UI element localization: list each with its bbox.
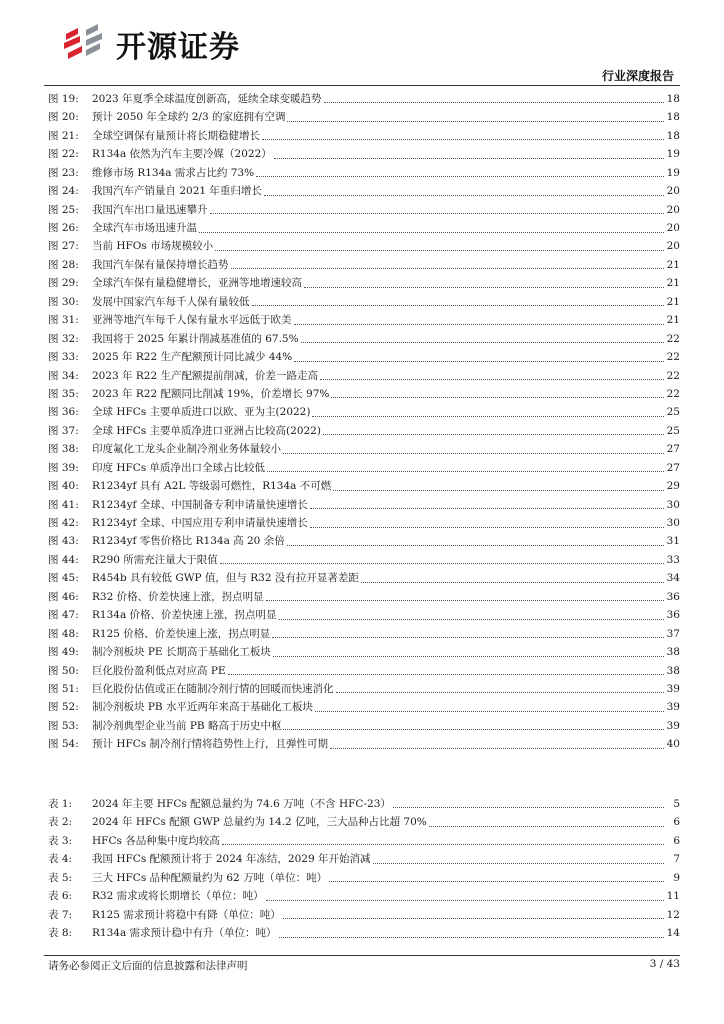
toc-entry[interactable] (48, 311, 680, 329)
toc-entry-page: 20 (666, 203, 680, 216)
toc-entry-page: 19 (666, 148, 680, 161)
toc-entry-title: 2025 年 R22 生产配额预计同比减少 44% (92, 351, 293, 364)
toc-entry-title: R32 价格、价差快速上涨，拐点明显 (92, 590, 264, 603)
toc-entry[interactable] (48, 403, 680, 421)
toc-entry-title: 我国将于 2025 年累计削减基准值的 67.5% (92, 332, 299, 345)
toc-leader-dots (336, 691, 665, 693)
toc-entry-label: 图 29: (48, 277, 79, 290)
toc-entry-label: 图 24: (48, 185, 79, 198)
toc-entry-label: 图 53: (48, 719, 79, 732)
toc-entry-page: 25 (666, 424, 680, 437)
toc-entry-page: 22 (666, 332, 680, 345)
figure-list (48, 90, 680, 754)
toc-entry-title: R290 所需充注量大于限值 (92, 553, 218, 566)
toc-leader-dots (429, 825, 664, 827)
toc-entry[interactable] (48, 274, 680, 292)
toc-entry-label: 表 5: (48, 871, 73, 884)
toc-leader-dots (283, 728, 664, 730)
header-divider (44, 85, 680, 86)
toc-entry[interactable] (48, 348, 680, 366)
toc-leader-dots (310, 526, 664, 528)
toc-entry-title: 2023 年夏季全球温度创新高，延续全球变暖趋势 (92, 92, 322, 105)
toc-entry[interactable] (48, 662, 680, 680)
toc-leader-dots (393, 806, 664, 808)
toc-entry-label: 表 7: (48, 908, 73, 921)
toc-entry[interactable] (48, 698, 680, 716)
toc-entry-page: 30 (666, 517, 680, 530)
toc-leader-dots (331, 396, 664, 398)
toc-entry-page: 14 (666, 927, 680, 940)
toc-entry-page: 18 (666, 129, 680, 142)
toc-entry-label: 图 48: (48, 627, 79, 640)
toc-entry-title: 我国汽车保有量保持增长趋势 (92, 258, 229, 271)
toc-leader-dots (272, 636, 664, 638)
toc-entry-label: 图 35: (48, 387, 79, 400)
toc-entry-title: 全球 HFCs 主要单质进口以欧、亚为主(2022) (92, 406, 311, 419)
toc-leader-dots (256, 175, 664, 177)
toc-entry-label: 图 19: (48, 92, 79, 105)
toc-leader-dots (279, 936, 664, 938)
toc-entry-label: 图 28: (48, 258, 79, 271)
toc-entry-title: HFCs 各品种集中度均较高 (92, 834, 220, 847)
toc-leader-dots (333, 489, 664, 491)
toc-entry[interactable] (48, 145, 680, 163)
toc-entry-label: 图 34: (48, 369, 79, 382)
toc-leader-dots (273, 655, 664, 657)
toc-entry-label: 图 47: (48, 609, 79, 622)
toc-entry-title: R454b 具有较低 GWP 值，但与 R32 没有拉开显著差距 (92, 572, 359, 585)
toc-leader-dots (373, 862, 665, 864)
toc-entry-label: 图 45: (48, 572, 79, 585)
toc-entry-page: 22 (666, 369, 680, 382)
toc-entry[interactable] (48, 551, 680, 569)
toc-entry-page: 39 (666, 719, 680, 732)
toc-leader-dots (312, 415, 664, 417)
toc-entry[interactable] (48, 164, 680, 182)
toc-entry-page: 21 (666, 314, 680, 327)
toc-entry-page: 9 (673, 871, 680, 884)
toc-entry-title: 当前 HFOs 市场规模较小 (92, 240, 214, 253)
toc-entry-page: 6 (673, 816, 680, 829)
toc-entry[interactable] (48, 127, 680, 145)
toc-entry[interactable] (48, 735, 680, 753)
toc-leader-dots (361, 581, 664, 583)
toc-entry-label: 图 54: (48, 738, 79, 751)
toc-entry-title: R134a 依然为汽车主要冷媒（2022） (92, 148, 272, 161)
toc-entry[interactable] (48, 256, 680, 274)
toc-entry-page: 21 (666, 258, 680, 271)
toc-entry-title: 全球汽车保有量稳健增长，亚洲等地增速较高 (92, 277, 302, 290)
toc-entry[interactable] (48, 887, 680, 905)
toc-leader-dots (329, 880, 664, 882)
toc-entry[interactable] (48, 330, 680, 348)
toc-entry-title: R32 需求或将长期增长（单位：吨） (92, 890, 264, 903)
toc-leader-dots (304, 286, 664, 288)
toc-entry-title: R1234yf 全球、中国制备专利申请量快速增长 (92, 498, 308, 511)
company-name: 开源证券 (116, 30, 240, 65)
toc-entry-label: 表 6: (48, 890, 73, 903)
toc-entry-label: 图 51: (48, 682, 79, 695)
toc-entry-page: 31 (666, 535, 680, 548)
kaiyuan-logo-icon (60, 24, 110, 64)
toc-entry-page: 30 (666, 498, 680, 511)
toc-entry-page: 36 (666, 590, 680, 603)
toc-entry-page: 6 (673, 834, 680, 847)
toc-leader-dots (274, 157, 664, 159)
toc-entry[interactable] (48, 832, 680, 850)
toc-entry[interactable] (48, 625, 680, 643)
toc-entry-page: 21 (666, 277, 680, 290)
toc-entry-page: 12 (666, 908, 680, 921)
toc-entry-title: 预计 2050 年全球约 2/3 的家庭拥有空调 (92, 111, 286, 124)
toc-entry-page: 40 (666, 738, 680, 751)
toc-entry-title: 印度氟化工龙头企业制冷剂业务体量较小 (92, 443, 281, 456)
toc-entry-page: 36 (666, 609, 680, 622)
toc-entry[interactable] (48, 238, 680, 256)
toc-entry[interactable] (48, 813, 680, 831)
toc-entry-title: 制冷剂板块 PB 水平近两年来高于基础化工板块 (92, 701, 313, 714)
toc-entry-page: 21 (666, 295, 680, 308)
toc-entry[interactable] (48, 924, 680, 942)
toc-entry-page: 20 (666, 222, 680, 235)
toc-entry-label: 图 37: (48, 424, 79, 437)
toc-leader-dots (283, 917, 664, 919)
toc-entry-title: 制冷剂典型企业当前 PB 略高于历史中枢 (92, 719, 282, 732)
company-logo (60, 22, 240, 66)
toc-entry[interactable] (48, 643, 680, 661)
toc-entry-label: 表 4: (48, 853, 73, 866)
toc-entry-page: 34 (666, 572, 680, 585)
toc-entry-label: 图 32: (48, 332, 79, 345)
toc-leader-dots (283, 452, 664, 454)
toc-entry-label: 图 36: (48, 406, 79, 419)
toc-leader-dots (315, 710, 664, 712)
toc-entry-title: 2024 年主要 HFCs 配额总量约为 74.6 万吨（不含 HFC-23） (92, 797, 391, 810)
toc-entry-page: 20 (666, 240, 680, 253)
toc-entry-page: 22 (666, 387, 680, 400)
toc-entry-title: 我国 HFCs 配额预计将于 2024 年冻结，2029 年开始消减 (92, 853, 371, 866)
toc-entry[interactable] (48, 569, 680, 587)
toc-entry[interactable] (48, 90, 680, 108)
toc-entry-label: 图 44: (48, 553, 79, 566)
toc-entry-label: 表 2: (48, 816, 73, 829)
toc-leader-dots (330, 747, 664, 749)
toc-entry-label: 图 39: (48, 461, 79, 474)
toc-entry-page: 27 (666, 443, 680, 456)
toc-entry[interactable] (48, 514, 680, 532)
toc-entry-label: 表 8: (48, 927, 73, 940)
toc-entry-label: 图 25: (48, 203, 79, 216)
toc-entry-title: R1234yf 全球、中国应用专利申请量快速增长 (92, 517, 308, 530)
toc-entry-label: 图 41: (48, 498, 79, 511)
toc-entry[interactable] (48, 385, 680, 403)
toc-entry[interactable] (48, 869, 680, 887)
toc-entry-page: 11 (666, 890, 680, 903)
toc-leader-dots (266, 899, 664, 901)
toc-leader-dots (294, 323, 665, 325)
toc-entry-page: 39 (666, 701, 680, 714)
toc-entry-title: R134a 价格、价差快速上涨，拐点明显 (92, 609, 277, 622)
toc-leader-dots (301, 341, 664, 343)
toc-entry[interactable] (48, 496, 680, 514)
toc-leader-dots (267, 470, 664, 472)
toc-entry[interactable] (48, 588, 680, 606)
toc-entry[interactable] (48, 367, 680, 385)
toc-entry-label: 图 26: (48, 222, 79, 235)
toc-entry[interactable] (48, 459, 680, 477)
toc-entry-page: 37 (666, 627, 680, 640)
toc-leader-dots (231, 267, 665, 269)
toc-entry-title: R125 需求预计将稳中有降（单位：吨） (92, 908, 281, 921)
toc-entry-page: 20 (666, 185, 680, 198)
toc-leader-dots (210, 212, 665, 214)
toc-entry[interactable] (48, 422, 680, 440)
toc-entry-page: 33 (666, 553, 680, 566)
toc-entry-label: 表 3: (48, 834, 73, 847)
toc-entry-label: 图 31: (48, 314, 79, 327)
toc-entry[interactable] (48, 680, 680, 698)
toc-entry[interactable] (48, 201, 680, 219)
toc-entry-title: 印度 HFCs 单质净出口全球占比较低 (92, 461, 266, 474)
toc-entry[interactable] (48, 717, 680, 735)
toc-entry-label: 图 46: (48, 590, 79, 603)
toc-entry-page: 38 (666, 664, 680, 677)
toc-leader-dots (199, 231, 664, 233)
toc-entry-page: 38 (666, 646, 680, 659)
toc-leader-dots (264, 194, 664, 196)
page-number: 3 / 43 (649, 958, 680, 970)
toc-entry[interactable] (48, 533, 680, 551)
toc-entry-title: 三大 HFCs 品种配额量约为 62 万吨（单位：吨） (92, 871, 328, 884)
toc-entry-title: 巨化股份盈利低点对应高 PE (92, 664, 226, 677)
toc-entry-label: 图 38: (48, 443, 79, 456)
toc-entry-title: R134a 需求预计稳中有升（单位：吨） (92, 927, 277, 940)
toc-entry-title: 2023 年 R22 生产配额提前削减，价差一路走高 (92, 369, 319, 382)
toc-entry-page: 5 (673, 797, 680, 810)
toc-entry-label: 图 42: (48, 517, 79, 530)
toc-entry-page: 29 (666, 480, 680, 493)
toc-entry-label: 表 1: (48, 797, 73, 810)
toc-entry-page: 18 (666, 111, 680, 124)
toc-entry-title: R1234yf 具有 A2L 等级弱可燃性，R134a 不可燃 (92, 480, 332, 493)
toc-entry-label: 图 43: (48, 535, 79, 548)
toc-leader-dots (287, 120, 664, 122)
toc-entry-title: R125 价格、价差快速上涨，拐点明显 (92, 627, 271, 640)
toc-entry-label: 图 40: (48, 480, 79, 493)
toc-entry-title: 全球空调保有量预计将长期稳健增长 (92, 129, 260, 142)
toc-entry-title: 预计 HFCs 制冷剂行情将趋势性上行，且弹性可期 (92, 738, 329, 751)
toc-entry-label: 图 50: (48, 664, 79, 677)
toc-entry-page: 25 (666, 406, 680, 419)
toc-entry[interactable] (48, 606, 680, 624)
footer-divider (44, 955, 680, 956)
toc-leader-dots (287, 544, 664, 546)
toc-entry[interactable] (48, 906, 680, 924)
table-list (48, 795, 680, 943)
toc-leader-dots (320, 378, 664, 380)
toc-entry-title: 制冷剂板块 PE 长期高于基础化工板块 (92, 646, 271, 659)
toc-entry-title: 维修市场 R134a 需求占比约 73% (92, 166, 255, 179)
toc-entry-title: 2023 年 R22 配额同比削减 19%，价差增长 97% (92, 387, 330, 400)
toc-entry-label: 图 20: (48, 111, 79, 124)
toc-leader-dots (294, 360, 664, 362)
footer-disclaimer: 请务必参阅正文后面的信息披露和法律声明 (48, 960, 248, 972)
toc-entry-title: 发展中国家汽车每千人保有量较低 (92, 295, 250, 308)
toc-leader-dots (310, 507, 664, 509)
toc-entry-label: 图 52: (48, 701, 79, 714)
toc-entry[interactable] (48, 850, 680, 868)
toc-leader-dots (262, 138, 664, 140)
toc-leader-dots (324, 101, 664, 103)
toc-entry-page: 39 (666, 682, 680, 695)
toc-entry-title: 2024 年 HFCs 配额 GWP 总量约为 14.2 亿吨，三大品种占比超 70% (92, 816, 427, 829)
toc-entry-label: 图 23: (48, 166, 79, 179)
toc-entry-title: 亚洲等地汽车每千人保有量水平远低于欧美 (92, 314, 292, 327)
toc-entry-page: 27 (666, 461, 680, 474)
toc-entry-title: 我国汽车产销量自 2021 年重归增长 (92, 185, 262, 198)
toc-entry-page: 22 (666, 351, 680, 364)
toc-entry-label: 图 30: (48, 295, 79, 308)
toc-entry-title: 巨化股份估值或正在随制冷剂行情的回暖而快速消化 (92, 682, 334, 695)
toc-entry[interactable] (48, 795, 680, 813)
toc-entry-title: 全球汽车市场迅速升温 (92, 222, 197, 235)
toc-entry-label: 图 27: (48, 240, 79, 253)
toc-entry-page: 7 (673, 853, 680, 866)
report-type-label: 行业深度报告 (601, 69, 674, 83)
toc-entry-label: 图 21: (48, 129, 79, 142)
toc-entry-page: 19 (666, 166, 680, 179)
toc-entry[interactable] (48, 477, 680, 495)
toc-leader-dots (323, 433, 664, 435)
toc-entry[interactable] (48, 108, 680, 126)
toc-entry-title: 全球 HFCs 主要单质净进口亚洲占比较高(2022) (92, 424, 321, 437)
toc-leader-dots (266, 599, 664, 601)
toc-leader-dots (228, 673, 664, 675)
toc-entry[interactable] (48, 293, 680, 311)
toc-entry-label: 图 22: (48, 148, 79, 161)
toc-entry[interactable] (48, 182, 680, 200)
toc-entry-label: 图 33: (48, 351, 79, 364)
toc-entry-title: 我国汽车出口量迅速攀升 (92, 203, 208, 216)
toc-entry-label: 图 49: (48, 646, 79, 659)
toc-leader-dots (215, 249, 664, 251)
toc-entry[interactable] (48, 219, 680, 237)
toc-entry-page: 18 (666, 92, 680, 105)
toc-entry-title: R1234yf 零售价格比 R134a 高 20 余倍 (92, 535, 285, 548)
toc-leader-dots (220, 562, 664, 564)
toc-leader-dots (222, 843, 664, 845)
toc-entry[interactable] (48, 440, 680, 458)
toc-leader-dots (279, 618, 664, 620)
toc-leader-dots (252, 304, 665, 306)
